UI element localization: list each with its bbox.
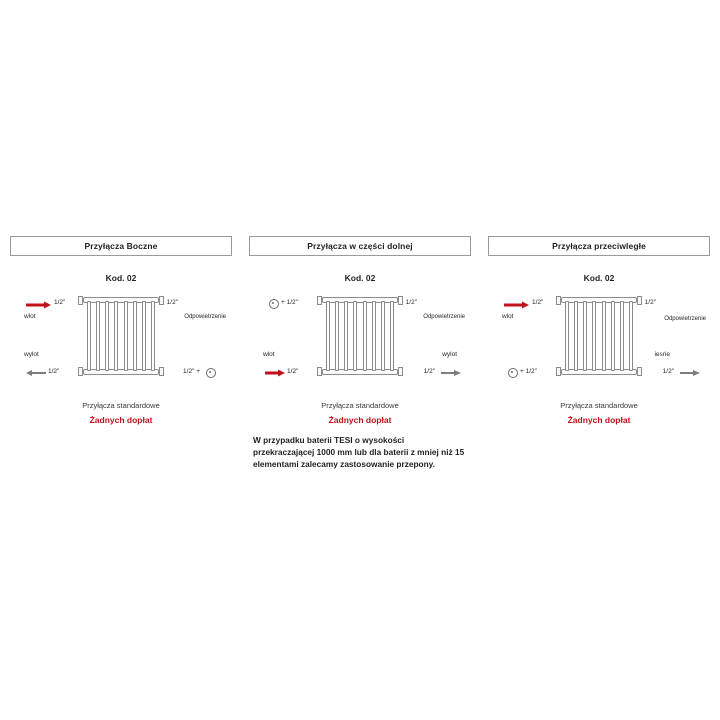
radiator-graphic (322, 295, 398, 377)
plug-icon (206, 368, 216, 378)
bottom-right-size-label: 1/2" (423, 368, 435, 375)
radiator-fin (611, 301, 615, 371)
radiator-cap-bottom-left (78, 367, 83, 376)
radiator-fin (363, 301, 367, 371)
panel-code: Kod. 02 (583, 273, 615, 283)
inlet-arrow-icon (265, 369, 285, 376)
radiator-fin (133, 301, 137, 371)
radiator-cap-bottom-left (556, 367, 561, 376)
radiator-fin (353, 301, 357, 371)
top-right-size-label: 1/2" (405, 299, 417, 306)
radiator-fin (105, 301, 109, 371)
panel-caption: Przyłącza standardowe (321, 401, 399, 410)
panel-note: W przypadku baterii TESI o wysokości przekraczającej 1000 mm lub dla baterii z mniej niż 15 elementami zalecamy zastosowanie przepony. (253, 435, 465, 470)
radiator-fin (124, 301, 128, 371)
panel-caption-red: Żadnych dopłat (567, 415, 631, 425)
outlet-arrow-icon (680, 369, 700, 376)
top-left-port-label: wlot (24, 313, 36, 320)
panel-przylacza-przeciwlegle (488, 236, 710, 470)
vent-label: Odpowietrzenie (664, 316, 706, 322)
radiator-fins (326, 301, 394, 371)
top-left-size-label: 1/2" (54, 299, 66, 306)
radiator-fin (574, 301, 578, 371)
radiator-fin (372, 301, 376, 371)
radiator-fins (87, 301, 155, 371)
radiator-fin (151, 301, 155, 371)
bottom-left-port-label: iesrie (654, 351, 670, 358)
top-right-size-label: 1/2" (644, 299, 656, 306)
radiator-cap-top-left (78, 296, 83, 305)
radiator-fin (344, 301, 348, 371)
panel-przylacza-w-czesci-dolnej (249, 236, 471, 470)
inlet-arrow-icon (504, 301, 530, 308)
radiator-diagram (249, 289, 471, 393)
radiator-cap-top-left (317, 296, 322, 305)
radiator-fin (583, 301, 587, 371)
vent-label: Odpowietrzenie (184, 314, 226, 320)
radiator-diagram (488, 289, 710, 393)
panel-code: Kod. 02 (344, 273, 376, 283)
inlet-arrow-icon (26, 301, 52, 308)
bottom-left-size-label: 1/2" (287, 368, 299, 375)
plug-icon (269, 299, 279, 309)
radiator-cap-bottom-right (398, 367, 403, 376)
radiator-fin (629, 301, 633, 371)
radiator-fin (335, 301, 339, 371)
outlet-arrow-icon (26, 369, 46, 376)
bottom-right-port-label: wylot (442, 351, 457, 358)
panel-caption-red: Żadnych dopłat (89, 415, 153, 425)
bottom-left-port-label: wylot (24, 351, 39, 358)
top-right-size-label: 1/2" (166, 299, 178, 306)
radiator-cap-bottom-left (317, 367, 322, 376)
radiator-fin (565, 301, 569, 371)
bottom-right-size-label: 1/2" (662, 368, 674, 375)
radiator-cap-top-right (398, 296, 403, 305)
panel-caption: Przyłącza standardowe (560, 401, 638, 410)
bottom-right-size-label: 1/2" + (183, 368, 200, 375)
panel-title: Przyłącza w części dolnej (249, 236, 471, 256)
radiator-diagram (10, 289, 232, 393)
radiator-fins (565, 301, 633, 371)
panel-przylacza-boczne (10, 236, 232, 470)
bottom-left-size-label: + 1/2" (520, 368, 537, 375)
vent-label: Odpowietrzenie (423, 314, 465, 320)
radiator-cap-top-right (159, 296, 164, 305)
bottom-left-size-label: 1/2" (48, 368, 60, 375)
panels-row (0, 236, 720, 470)
bottom-left-port-label: wlot (263, 351, 275, 358)
radiator-fin (114, 301, 118, 371)
radiator-fin (602, 301, 606, 371)
radiator-fin (96, 301, 100, 371)
radiator-fin (87, 301, 91, 371)
plug-icon (508, 368, 518, 378)
radiator-fin (592, 301, 596, 371)
radiator-cap-bottom-right (637, 367, 642, 376)
top-left-size-label: 1/2" (532, 299, 544, 306)
top-left-port-label: wlot (502, 313, 514, 320)
radiator-graphic (83, 295, 159, 377)
radiator-cap-top-left (556, 296, 561, 305)
panel-caption: Przyłącza standardowe (82, 401, 160, 410)
radiator-cap-bottom-right (159, 367, 164, 376)
radiator-fin (390, 301, 394, 371)
radiator-fin (326, 301, 330, 371)
radiator-fin (620, 301, 624, 371)
panel-title: Przyłącza przeciwległe (488, 236, 710, 256)
radiator-graphic (561, 295, 637, 377)
top-left-size-label: + 1/2" (281, 299, 298, 306)
radiator-fin (142, 301, 146, 371)
radiator-fin (381, 301, 385, 371)
outlet-arrow-icon (441, 369, 461, 376)
panel-title: Przyłącza Boczne (10, 236, 232, 256)
radiator-cap-top-right (637, 296, 642, 305)
panel-caption-red: Żadnych dopłat (328, 415, 392, 425)
panel-code: Kod. 02 (105, 273, 137, 283)
